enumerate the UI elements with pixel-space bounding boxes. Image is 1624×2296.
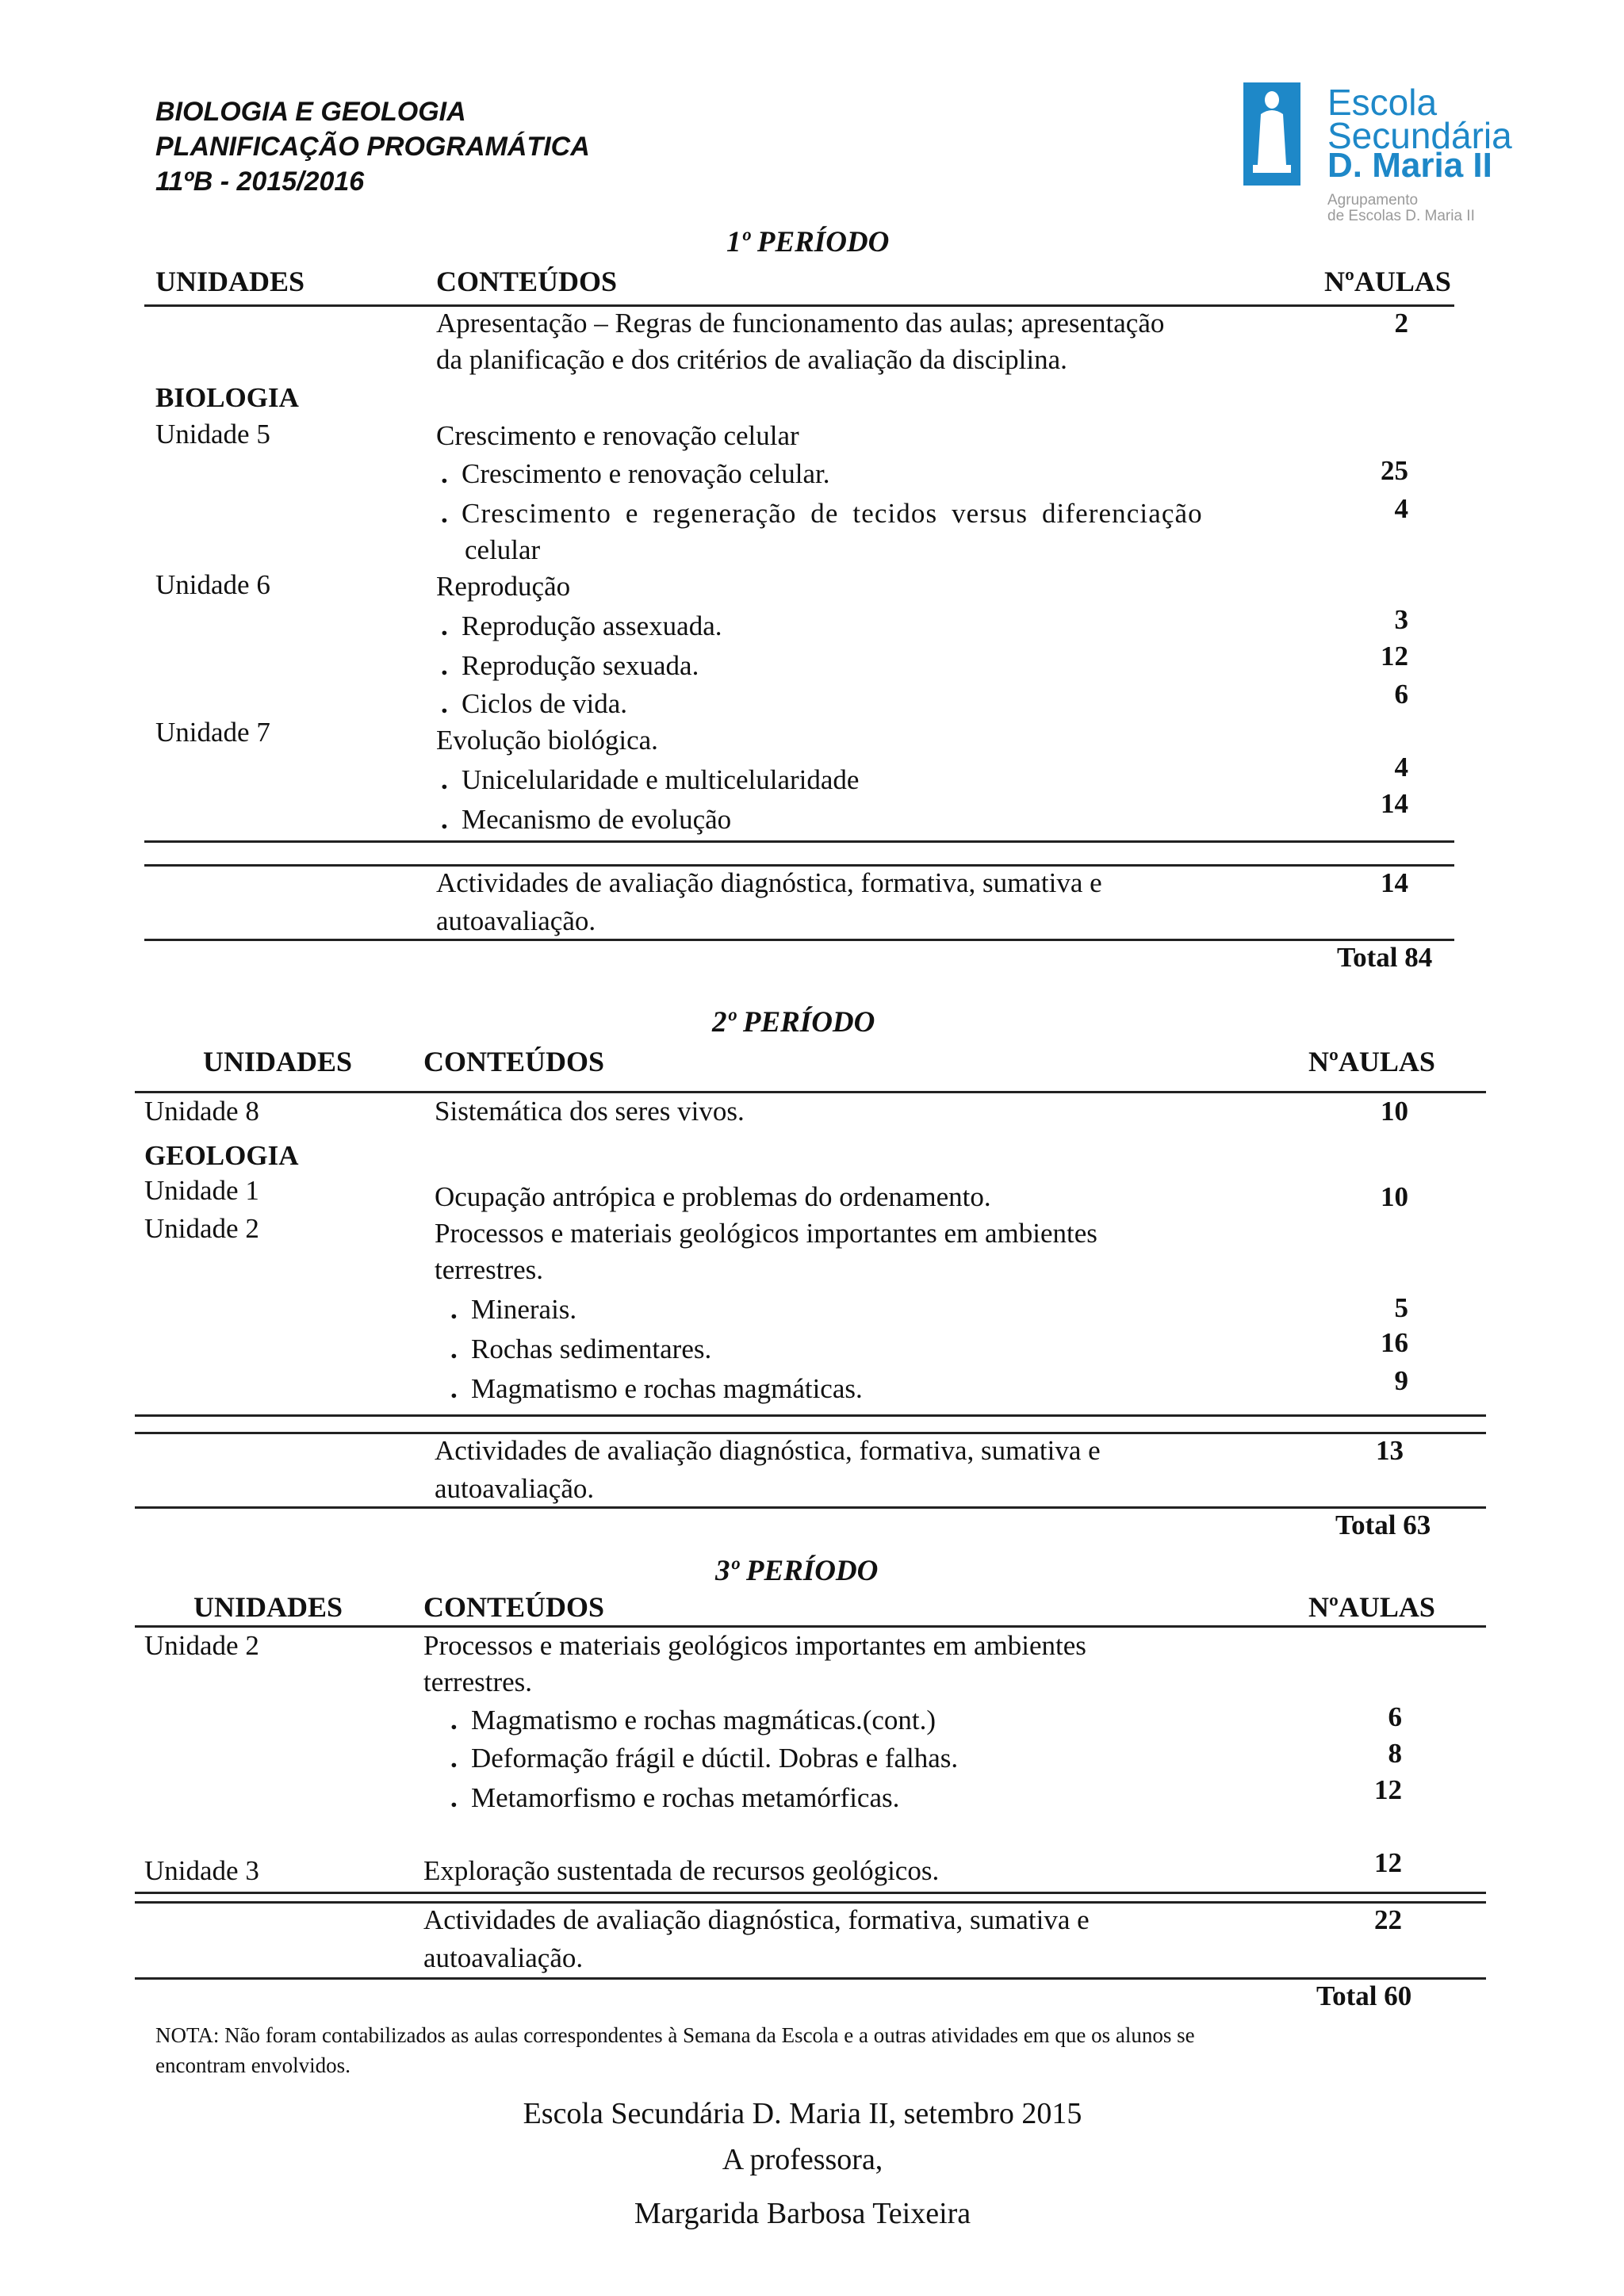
p3-u2-title-line2: terrestres. bbox=[423, 1667, 533, 1697]
col-header-lessons: NºAULAS bbox=[1308, 1046, 1435, 1077]
col-header-lessons: NºAULAS bbox=[1308, 1591, 1435, 1623]
p1-u7-i2-lessons: 14 bbox=[1381, 788, 1408, 819]
p1-eval-lessons: 14 bbox=[1381, 867, 1408, 898]
unit-1-label: Unidade 1 bbox=[144, 1175, 259, 1206]
unit-8-title: Sistemática dos seres vivos. bbox=[435, 1096, 745, 1127]
col-header-units: UNIDADES bbox=[193, 1591, 343, 1623]
table-rule bbox=[135, 1414, 1486, 1417]
list-item: . Ciclos de vida. bbox=[441, 688, 627, 719]
p3-eval-line2: autoavaliação. bbox=[423, 1942, 584, 1973]
table-rule bbox=[144, 304, 1454, 307]
p2-eval-line1: Actividades de avaliação diagnóstica, formativa, sumativa e bbox=[435, 1435, 1101, 1466]
p1-u6-i3-lessons: 6 bbox=[1394, 679, 1408, 710]
col-header-contents: CONTEÚDOS bbox=[423, 1046, 605, 1077]
col-header-units: UNIDADES bbox=[155, 266, 305, 297]
doc-title-line3: 11ºB - 2015/2016 bbox=[155, 166, 365, 197]
logo-name-line1: Escola bbox=[1327, 82, 1438, 123]
list-item: . Reprodução assexuada. bbox=[441, 610, 722, 641]
footer-role: A professora, bbox=[722, 2143, 883, 2176]
section-biologia: BIOLOGIA bbox=[155, 382, 299, 413]
table-rule bbox=[135, 1901, 1486, 1904]
logo-sub-line2: de Escolas D. Maria II bbox=[1327, 208, 1475, 224]
table-rule bbox=[135, 1091, 1486, 1093]
table-rule bbox=[135, 1506, 1486, 1509]
list-item: . Crescimento e renovação celular. bbox=[441, 458, 830, 489]
unit-7-label: Unidade 7 bbox=[155, 717, 270, 748]
p1-u6-i1-lessons: 3 bbox=[1394, 604, 1408, 635]
logo-name-line3: D. Maria II bbox=[1327, 146, 1492, 185]
p2-eval-lessons: 13 bbox=[1376, 1435, 1404, 1466]
period1-title: 1º PERÍODO bbox=[726, 226, 890, 258]
p3-eval-line1: Actividades de avaliação diagnóstica, formativa, sumativa e bbox=[423, 1904, 1090, 1935]
p1-u7-i1-lessons: 4 bbox=[1394, 752, 1408, 783]
col-header-contents: CONTEÚDOS bbox=[436, 266, 618, 297]
unit-1-title: Ocupação antrópica e problemas do ordenamento. bbox=[435, 1181, 991, 1212]
list-item: . Metamorfismo e rochas metamórficas. bbox=[450, 1782, 900, 1813]
table-rule bbox=[135, 1432, 1486, 1434]
p1-eval-line2: autoavaliação. bbox=[436, 905, 596, 936]
col-header-lessons: NºAULAS bbox=[1324, 266, 1451, 297]
col-header-contents: CONTEÚDOS bbox=[423, 1591, 605, 1623]
p2-u2-i1-lessons: 5 bbox=[1394, 1292, 1408, 1323]
list-item: . Minerais. bbox=[450, 1294, 577, 1325]
p3-u2-i3-lessons: 12 bbox=[1374, 1774, 1402, 1805]
table-rule bbox=[144, 864, 1454, 867]
p3-u2-i1-lessons: 6 bbox=[1388, 1701, 1402, 1732]
list-item: . Unicelularidade e multicelularidade bbox=[441, 764, 860, 795]
unit-7-title: Evolução biológica. bbox=[436, 725, 658, 756]
p3-u3-lessons: 12 bbox=[1374, 1847, 1402, 1878]
p2-u1-lessons: 10 bbox=[1381, 1181, 1408, 1212]
unit-8-label: Unidade 8 bbox=[144, 1096, 259, 1127]
p1-intro-line2: da planificação e dos critérios de avaliação da disciplina. bbox=[436, 344, 1067, 375]
period3-title: 3º PERÍODO bbox=[715, 1555, 879, 1587]
table-rule bbox=[135, 1977, 1486, 1980]
table-rule bbox=[144, 840, 1454, 843]
p3-u2-i2-lessons: 8 bbox=[1388, 1738, 1402, 1769]
unit-3-label: Unidade 3 bbox=[144, 1855, 259, 1886]
p2-u2-i2-lessons: 16 bbox=[1381, 1327, 1408, 1358]
p1-u5-i2-cont: celular bbox=[465, 534, 541, 565]
footer-place-date: Escola Secundária D. Maria II, setembro 2015 bbox=[523, 2097, 1082, 2130]
p2-u2-title-line1: Processos e materiais geológicos importantes em ambientes bbox=[435, 1218, 1097, 1249]
p2-u2-i3-lessons: 9 bbox=[1394, 1365, 1408, 1396]
p3-total: Total 60 bbox=[1316, 1980, 1412, 2011]
section-geologia: GEOLOGIA bbox=[144, 1140, 299, 1171]
note-line1: NOTA: Não foram contabilizados as aulas correspondentes à Semana da Escola e a outras atividades em que os alunos se bbox=[155, 2023, 1195, 2047]
list-item: . Rochas sedimentares. bbox=[450, 1334, 712, 1364]
col-header-units: UNIDADES bbox=[203, 1046, 353, 1077]
p3-eval-lessons: 22 bbox=[1374, 1904, 1402, 1935]
p3-u2-title-line1: Processos e materiais geológicos importantes em ambientes bbox=[423, 1630, 1086, 1661]
table-rule bbox=[135, 1892, 1486, 1894]
table-rule bbox=[144, 939, 1454, 941]
unit-5-label: Unidade 5 bbox=[155, 419, 270, 450]
unit-6-title: Reprodução bbox=[436, 571, 571, 602]
unit-3-title: Exploração sustentada de recursos geológicos. bbox=[423, 1855, 940, 1886]
list-item: . Magmatismo e rochas magmáticas.(cont.) bbox=[450, 1705, 936, 1735]
list-item: . Deformação frágil e dúctil. Dobras e falhas. bbox=[450, 1743, 959, 1774]
period2-title: 2º PERÍODO bbox=[712, 1006, 875, 1039]
p2-u2-title-line2: terrestres. bbox=[435, 1254, 544, 1285]
unit-5-title: Crescimento e renovação celular bbox=[436, 420, 799, 451]
p2-total: Total 63 bbox=[1335, 1510, 1431, 1540]
list-item: . Magmatismo e rochas magmáticas. bbox=[450, 1373, 863, 1404]
table-rule bbox=[135, 1625, 1486, 1628]
list-item: . Mecanismo de evolução bbox=[441, 804, 732, 835]
p1-u6-i2-lessons: 12 bbox=[1381, 641, 1408, 672]
p1-eval-line1: Actividades de avaliação diagnóstica, formativa, sumativa e bbox=[436, 867, 1102, 898]
logo-name-line2: Secundária bbox=[1327, 115, 1512, 156]
note-line2: encontram envolvidos. bbox=[155, 2053, 350, 2077]
p1-u5-i1-lessons: 25 bbox=[1381, 455, 1408, 486]
unit-2-label: Unidade 2 bbox=[144, 1213, 259, 1244]
p1-intro-line1: Apresentação – Regras de funcionamento das aulas; apresentação bbox=[436, 308, 1165, 339]
school-statue-logo-icon bbox=[1243, 82, 1300, 186]
list-item: . Reprodução sexuada. bbox=[441, 650, 699, 681]
p1-intro-lessons: 2 bbox=[1394, 308, 1408, 339]
p1-u5-i2-lessons: 4 bbox=[1394, 493, 1408, 524]
list-item: . Crescimento e regeneração de tecidos versus diferenciação bbox=[441, 498, 1203, 529]
p1-total: Total 84 bbox=[1337, 942, 1433, 973]
doc-title-line1: BIOLOGIA E GEOLOGIA bbox=[155, 97, 466, 127]
doc-title-line2: PLANIFICAÇÃO PROGRAMÁTICA bbox=[155, 132, 590, 162]
unit-6-label: Unidade 6 bbox=[155, 569, 270, 600]
p2-u8-lessons: 10 bbox=[1381, 1096, 1408, 1127]
logo-sub-line1: Agrupamento bbox=[1327, 192, 1419, 209]
p2-eval-line2: autoavaliação. bbox=[435, 1473, 595, 1504]
footer-teacher: Margarida Barbosa Teixeira bbox=[634, 2197, 971, 2230]
unit-2-label: Unidade 2 bbox=[144, 1630, 259, 1661]
